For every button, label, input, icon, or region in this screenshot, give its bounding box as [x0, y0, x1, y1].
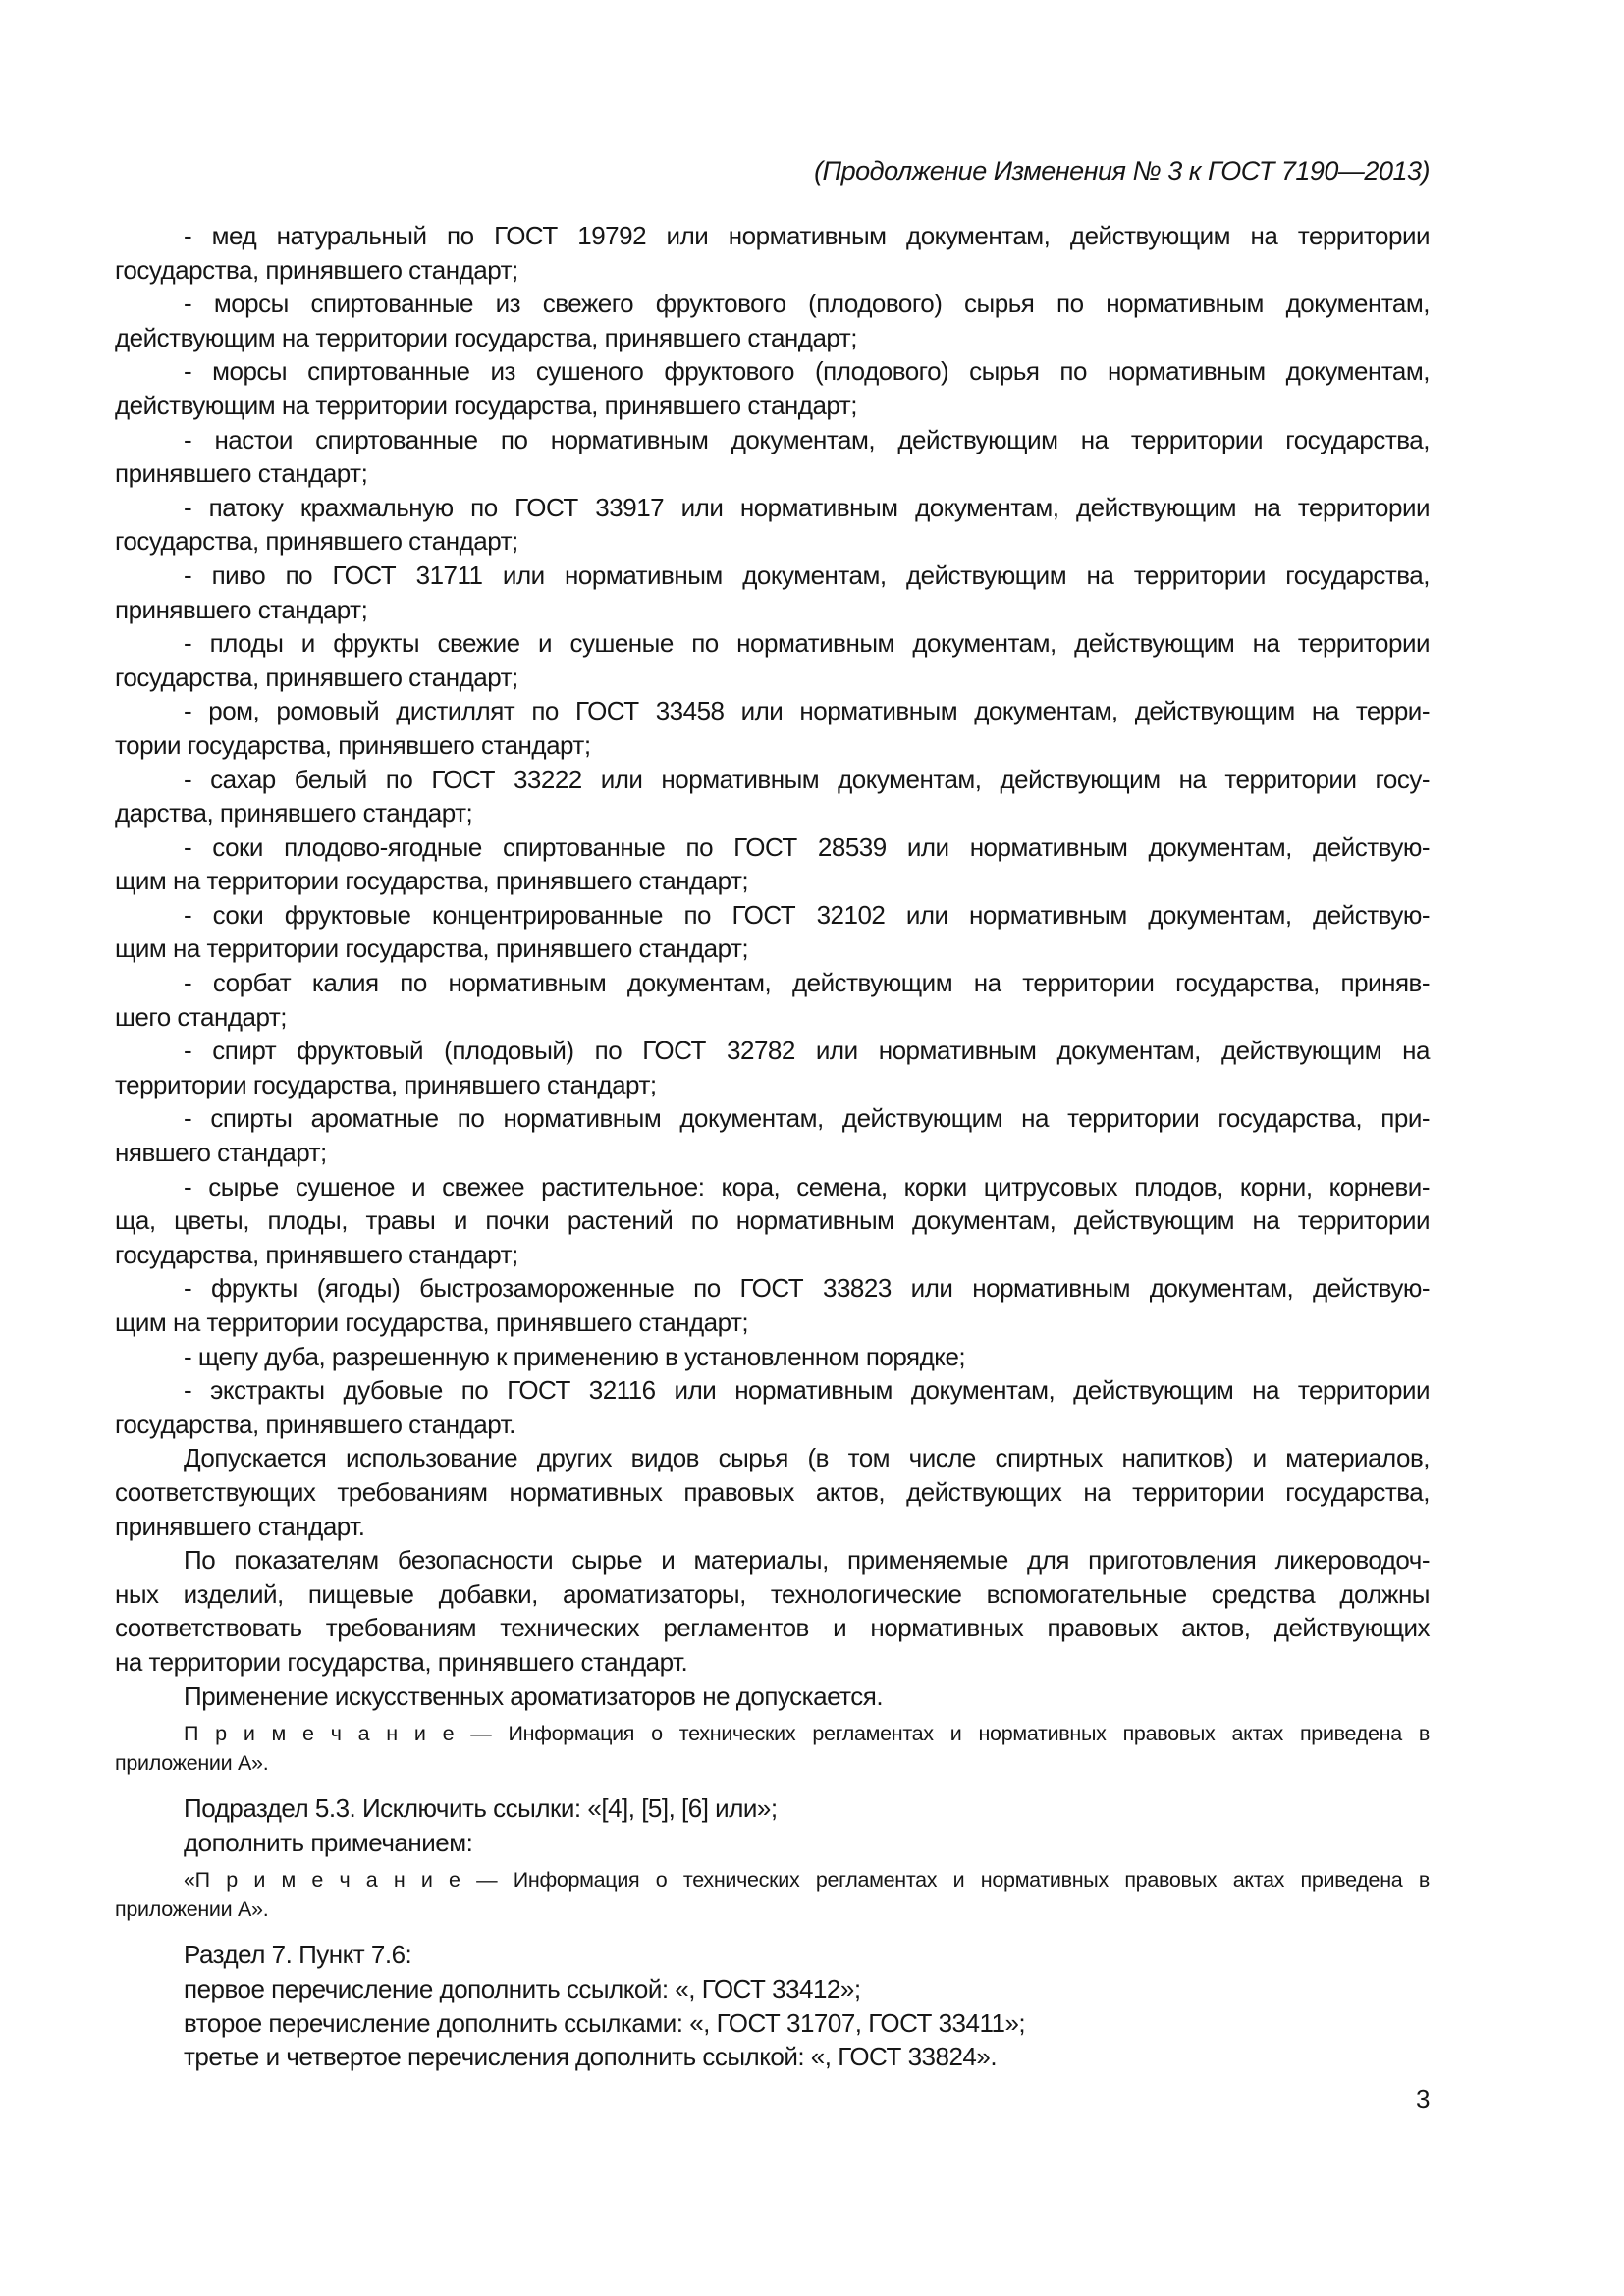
- text-line: Допускается использование других видов сырья (в том числе спиртных напитков) и материалов,: [184, 1443, 1430, 1473]
- text-line: - ром, ромовый дистиллят по ГОСТ 33458 или нормативным документам, действующим на терри-: [184, 696, 1430, 726]
- paragraph: [115, 1271, 1430, 1339]
- text-line: тории государства, принявшего стандарт;: [115, 729, 591, 760]
- paragraph: [115, 423, 1430, 491]
- text-line: Раздел 7. Пункт 7.6:: [184, 1940, 412, 1970]
- note-paragraph: [115, 1719, 1430, 1778]
- text-line: П р и м е ч а н и е — Информация о технических регламентах и нормативных правовых актах приведена в: [184, 1722, 1430, 1746]
- paragraph: [115, 1680, 1430, 1714]
- text-line: государства, принявшего стандарт;: [115, 526, 518, 557]
- paragraph: [115, 1791, 1430, 1826]
- text-line: соответствовать требованиям технических регламентов и нормативных правовых актов, действующих: [115, 1613, 1430, 1643]
- text-line: - пиво по ГОСТ 31711 или нормативным документам, действующим на территории государства,: [184, 560, 1430, 590]
- paragraph: [115, 898, 1430, 966]
- text-line: третье и четвертое перечисления дополнить ссылкой: «, ГОСТ 33824».: [184, 2042, 998, 2072]
- paragraph: [115, 694, 1430, 762]
- text-line: - настои спиртованные по нормативным документам, действующим на территории государства,: [184, 424, 1430, 454]
- text-line: - мед натуральный по ГОСТ 19792 или нормативным документам, действующим на территории: [184, 221, 1430, 250]
- text-line: - соки фруктовые концентрированные по ГОСТ 32102 или нормативным документам, действую-: [184, 899, 1430, 930]
- text-line: территории государства, принявшего стандарт;: [115, 1069, 657, 1099]
- text-line: нявшего стандарт;: [115, 1138, 327, 1168]
- text-line: - плоды и фрукты свежие и сушеные по нормативным документам, действующим на территории: [184, 628, 1430, 659]
- text-line: принявшего стандарт.: [115, 1511, 365, 1541]
- paragraph: [115, 1826, 1430, 1860]
- document-body: [115, 219, 1430, 2074]
- text-line: действующим на территории государства, принявшего стандарт;: [115, 322, 857, 352]
- paragraph: [115, 830, 1430, 898]
- page-header: (Продолжение Изменения № 3 к ГОСТ 7190—2013): [814, 156, 1430, 186]
- text-line: первое перечисление дополнить ссылкой: «, ГОСТ 33412»;: [184, 1973, 861, 2003]
- text-line: - сахар белый по ГОСТ 33222 или нормативным документам, действующим на территории госу-: [184, 764, 1430, 794]
- text-line: государства, принявшего стандарт;: [115, 254, 518, 285]
- paragraph: [115, 1972, 1430, 2006]
- text-line: государства, принявшего стандарт;: [115, 662, 518, 692]
- text-line: принявшего стандарт;: [115, 594, 368, 624]
- text-line: - фрукты (ягоды) быстрозамороженные по ГОСТ 33823 или нормативным документам, действую-: [184, 1273, 1430, 1304]
- text-line: ща, цветы, плоды, травы и почки растений по нормативным документам, действующим на территории: [115, 1205, 1430, 1236]
- text-line: - соки плодово-ягодные спиртованные по ГОСТ 28539 или нормативным документам, действую-: [184, 831, 1430, 862]
- text-line: щим на территории государства, принявшего стандарт;: [115, 934, 749, 964]
- paragraph: [115, 1034, 1430, 1101]
- page-number: 3: [1416, 2083, 1430, 2113]
- text-line: - спирты ароматные по нормативным документам, действующим на территории государства, при-: [184, 1103, 1430, 1134]
- text-line: - морсы спиртованные из свежего фруктового (плодового) сырья по нормативным документам,: [184, 289, 1430, 319]
- text-line: По показателям безопасности сырье и материалы, применяемые для приготовления ликероводоч-: [184, 1545, 1430, 1575]
- text-line: соответствующих требованиям нормативных правовых актов, действующих на территории государства,: [115, 1476, 1430, 1507]
- text-line: приложении А».: [115, 1897, 269, 1922]
- paragraph: [115, 219, 1430, 287]
- text-line: - сырье сушеное и свежее растительное: кора, семена, корки цитрусовых плодов, корни, корневи-: [184, 1171, 1430, 1201]
- text-line: приложении А».: [115, 1751, 269, 1776]
- text-line: принявшего стандарт;: [115, 458, 368, 489]
- paragraph: [115, 1441, 1430, 1543]
- paragraph: [115, 491, 1430, 559]
- paragraph: [115, 354, 1430, 422]
- paragraph: [115, 966, 1430, 1034]
- text-line: - морсы спиртованные из сушеного фруктового (плодового) сырья по нормативным документам,: [184, 356, 1430, 387]
- paragraph: [115, 559, 1430, 626]
- paragraph: [115, 1340, 1430, 1374]
- text-line: Применение искусственных ароматизаторов не допускается.: [184, 1681, 884, 1711]
- paragraph: [115, 1543, 1430, 1679]
- text-line: - сорбат калия по нормативным документам, действующим на территории государства, приняв-: [184, 968, 1430, 998]
- text-line: - спирт фруктовый (плодовый) по ГОСТ 32782 или нормативным документам, действующим на: [184, 1036, 1430, 1066]
- paragraph: [115, 2006, 1430, 2041]
- paragraph: [115, 287, 1430, 354]
- paragraph: [115, 1938, 1430, 1972]
- text-line: - щепу дуба, разрешенную к применению в установленном порядке;: [184, 1341, 966, 1371]
- text-line: щим на территории государства, принявшего стандарт;: [115, 1308, 749, 1337]
- text-line: ных изделий, пищевые добавки, ароматизаторы, технологические вспомогательные средства должны: [115, 1578, 1430, 1609]
- text-line: на территории государства, принявшего стандарт.: [115, 1646, 688, 1677]
- text-line: действующим на территории государства, принявшего стандарт;: [115, 390, 857, 420]
- text-line: дополнить примечанием:: [184, 1827, 473, 1857]
- text-line: шего стандарт;: [115, 1001, 287, 1032]
- text-line: государства, принявшего стандарт;: [115, 1239, 518, 1269]
- note-paragraph: [115, 1865, 1430, 1924]
- text-line: второе перечисление дополнить ссылками: «, ГОСТ 31707, ГОСТ 33411»;: [184, 2007, 1026, 2038]
- text-line: дарства, принявшего стандарт;: [115, 798, 473, 828]
- text-line: Подраздел 5.3. Исключить ссылки: «[4], [5], [6] или»;: [184, 1793, 778, 1824]
- paragraph: [115, 1170, 1430, 1272]
- text-line: «П р и м е ч а н и е — Информация о технических регламентах и нормативных правовых актах приведена в: [184, 1868, 1430, 1893]
- text-line: щим на территории государства, принявшего стандарт;: [115, 866, 749, 896]
- paragraph: [115, 763, 1430, 830]
- text-line: - патоку крахмальную по ГОСТ 33917 или нормативным документам, действующим на территории: [184, 492, 1430, 522]
- paragraph: [115, 2040, 1430, 2074]
- text-line: государства, принявшего стандарт.: [115, 1409, 515, 1439]
- text-line: - экстракты дубовые по ГОСТ 32116 или нормативным документам, действующим на территории: [184, 1375, 1430, 1406]
- paragraph: [115, 1373, 1430, 1441]
- paragraph: [115, 626, 1430, 694]
- paragraph: [115, 1101, 1430, 1169]
